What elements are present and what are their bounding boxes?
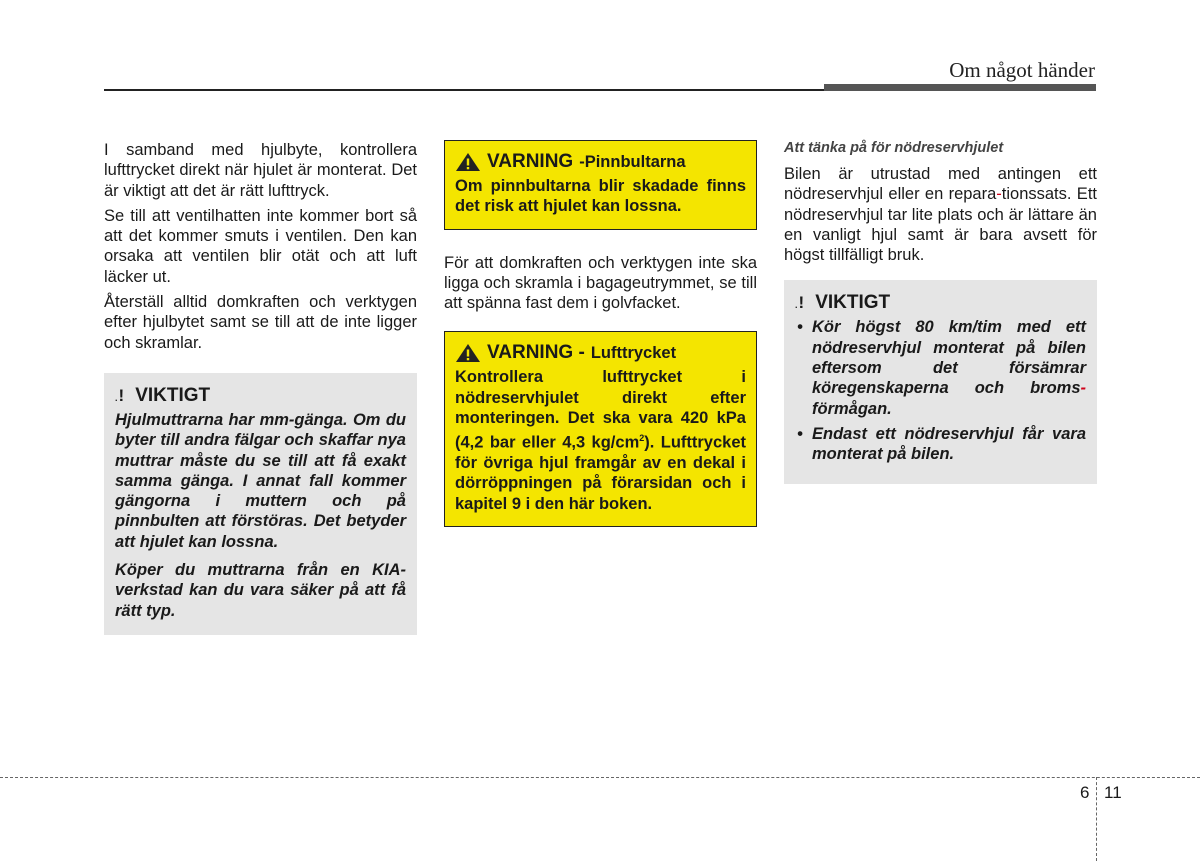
- column-1: [104, 140, 417, 635]
- warning-title: VARNING: [487, 151, 574, 172]
- footer-divider: [0, 777, 1200, 778]
- warning-subtitle: -Pinnbultarna: [579, 152, 686, 171]
- paragraph: Återställ alltid domkraften och verktygen efter hjulbytet samt se till att de inte ligger och skramlar.: [104, 293, 417, 352]
- paragraph: Bilen är utrustad med antingen ett nödreservhjul eller en repara-tionssats. Ett nödreservhjul tar lite plats och är lättare än en vanligt hjul samt är bara avsett för högst tillfälligt bruk.: [784, 165, 1097, 265]
- note-paragraph: Köper du muttrarna från en KIA-verkstad kan du vara säker på att få rätt typ.: [115, 561, 406, 620]
- warning-heading: [455, 342, 746, 364]
- warning-triangle-icon: [455, 343, 481, 363]
- paragraph: Se till att ventilhatten inte kommer bort så att det kommer smuts i ventilen. Den kan orsaka att ventilen blir otät och att luft läcker ut.: [104, 206, 417, 286]
- header-rule: [104, 89, 824, 91]
- note-title: VIKTIGT: [135, 384, 211, 406]
- exclamation-icon: .!: [795, 293, 806, 313]
- paragraph: För att domkraften och verktygen inte ska ligga och skramla i bagageutrymmet, se till att spänna fast dem i golvfacket.: [444, 253, 757, 313]
- warning-text: Kontrollera lufttrycket i nödreservhjulet direkt efter monteringen. Det ska vara 420 kPa (4,2 bar eller 4,3 $kg/cm^2$). Lufttrycket för övriga hjul framgår av en dekal i dörröppningen på förarsidan och i kapitel 9 i den här boken.: [455, 368, 746, 513]
- section-title: Om något händer: [949, 58, 1095, 82]
- subheading: Att tänka på för nödreservhjulet: [784, 140, 1004, 156]
- list-item: • Kör högst 80 km/tim med ett nödreservhjul monterat på bilen eftersom det försämrar köregenskaperna och broms-förmågan.: [795, 317, 1086, 418]
- page-number-divider: [1096, 777, 1097, 861]
- warning-text: Om pinnbultarna blir skadade finns det risk att hjulet kan lossna.: [455, 177, 746, 216]
- warning-title: VARNING -: [487, 342, 585, 364]
- note-heading: [795, 292, 1086, 314]
- warning-box-bolts: [444, 140, 757, 230]
- warning-triangle-icon: [455, 152, 481, 172]
- important-note: [784, 280, 1097, 483]
- important-note: [104, 373, 417, 635]
- warning-subtitle: Lufttrycket: [590, 343, 677, 362]
- paragraph: I samband med hjulbyte, kontrollera lufttrycket direkt när hjulet är monterat. Det är viktigt att det är rätt lufttryck.: [104, 141, 417, 200]
- warning-heading: [455, 151, 746, 173]
- note-list: [795, 317, 1086, 464]
- column-2: [444, 140, 757, 527]
- note-paragraph: Hjulmuttrarna har mm-gänga. Om du byter till andra fälgar och skaffar nya muttrar måste du se till att få exakt samma gänga. I annat fall kommer gängorna i muttern och på pinnbulten att förstöras. Det betyder att hjulet kan lossna.: [115, 410, 406, 551]
- exclamation-icon: .!: [115, 385, 126, 405]
- note-heading: [115, 385, 406, 407]
- warning-box-pressure: [444, 331, 757, 527]
- list-item: • Endast ett nödreservhjul får vara monterat på bilen.: [795, 424, 1086, 465]
- chapter-number: 6: [1080, 783, 1090, 802]
- header-rule-accent: [824, 84, 1096, 91]
- column-3: [784, 140, 1097, 484]
- page-number: 11: [1104, 783, 1122, 802]
- note-title: VIKTIGT: [815, 292, 891, 314]
